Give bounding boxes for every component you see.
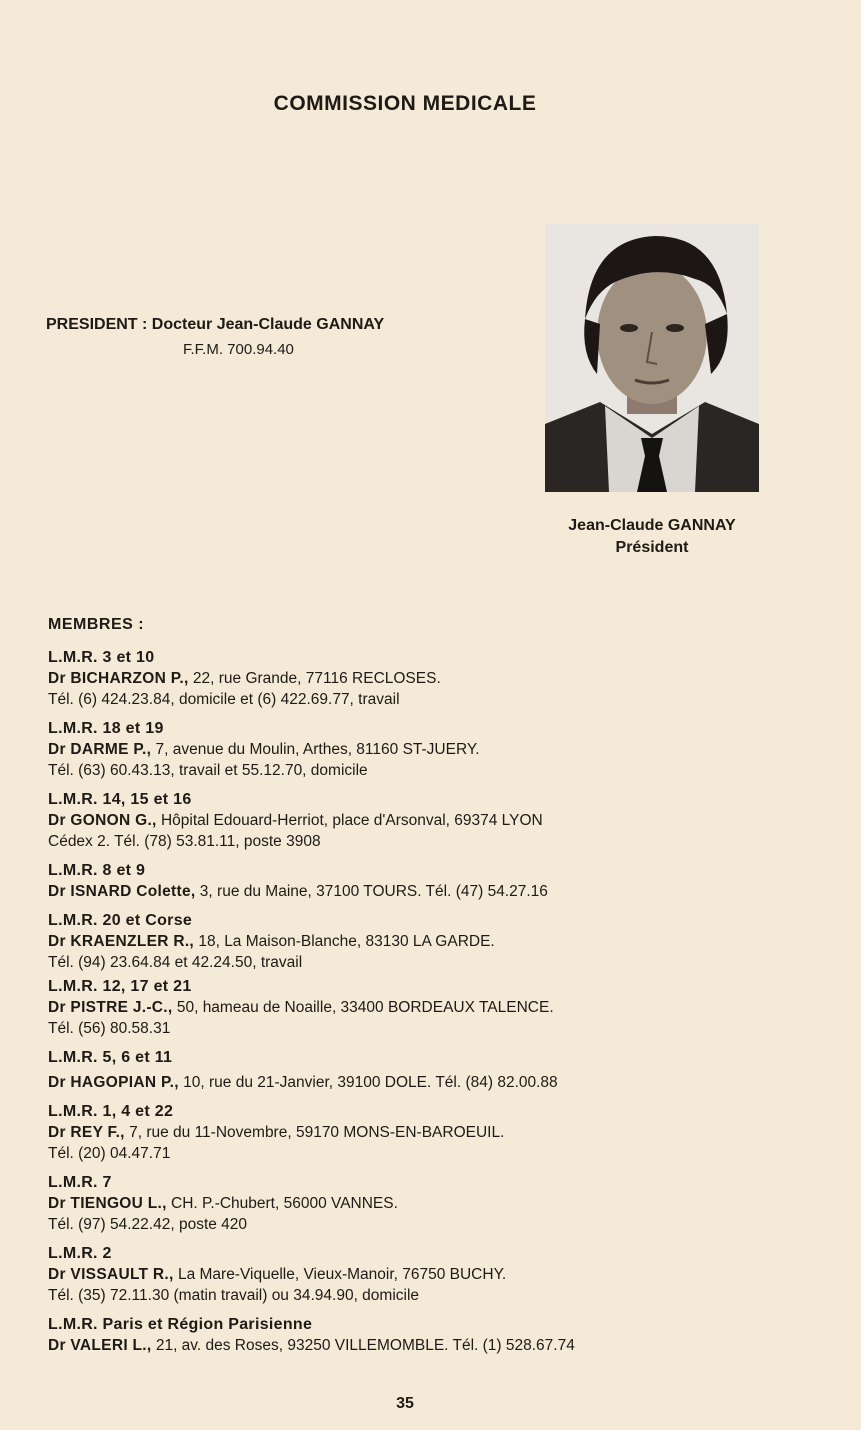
caption-role: Président [615, 539, 689, 556]
member-entry [48, 1048, 828, 1093]
member-address: CH. P.-Chubert, 56000 VANNES. [166, 1195, 398, 1212]
member-contact: Tél. (63) 60.43.13, travail et 55.12.70, domicile [48, 762, 368, 779]
member-address: 21, av. des Roses, 93250 VILLEMOMBLE. Tél. (1) 528.67.74 [151, 1337, 575, 1354]
member-region: L.M.R. Paris et Région Parisienne [48, 1316, 313, 1333]
portrait-icon [545, 224, 759, 492]
member-region: L.M.R. 1, 4 et 22 [48, 1103, 174, 1120]
member-entry [48, 648, 828, 710]
member-address: 7, avenue du Moulin, Arthes, 81160 ST-JUERY. [151, 741, 480, 758]
member-region: L.M.R. 5, 6 et 11 [48, 1049, 173, 1066]
member-address: 7, rue du 11-Novembre, 59170 MONS-EN-BAROEUIL. [124, 1124, 505, 1141]
member-region: L.M.R. 7 [48, 1174, 112, 1191]
member-name: Dr PISTRE J.-C., [48, 999, 173, 1016]
member-entry [48, 1315, 828, 1356]
member-region: L.M.R. 18 et 19 [48, 720, 164, 737]
page-title: COMMISSION MEDICALE [273, 92, 537, 115]
member-address: 10, rue du 21-Janvier, 39100 DOLE. Tél. (84) 82.00.88 [178, 1074, 558, 1091]
member-address: La Mare-Viquelle, Vieux-Manoir, 76750 BUCHY. [173, 1266, 507, 1283]
member-entry [48, 1244, 828, 1306]
member-contact: Tél. (35) 72.11.30 (matin travail) ou 34.94.90, domicile [48, 1287, 420, 1304]
member-name: Dr ISNARD Colette, [48, 883, 196, 900]
member-name: Dr GONON G., [48, 812, 157, 829]
member-address: 22, rue Grande, 77116 RECLOSES. [188, 670, 441, 687]
member-name: Dr DARME P., [48, 741, 152, 758]
member-region: L.M.R. 20 et Corse [48, 912, 193, 929]
member-address: 50, hameau de Noaille, 33400 BORDEAUX TALENCE. [172, 999, 554, 1016]
member-entry [48, 719, 828, 781]
member-entry [48, 911, 828, 973]
member-entry [48, 1102, 828, 1164]
member-region: L.M.R. 8 et 9 [48, 862, 146, 879]
member-name: Dr HAGOPIAN P., [48, 1074, 179, 1091]
member-contact: Tél. (20) 04.47.71 [48, 1145, 171, 1162]
member-address: 18, La Maison-Blanche, 83130 LA GARDE. [194, 933, 495, 950]
president-ffm-number: F.F.M. 700.94.40 [183, 341, 294, 358]
member-entry [48, 790, 828, 852]
member-entry [48, 977, 828, 1039]
member-name: Dr KRAENZLER R., [48, 933, 195, 950]
member-name: Dr TIENGOU L., [48, 1195, 167, 1212]
member-address: 3, rue du Maine, 37100 TOURS. Tél. (47) 54.27.16 [195, 883, 548, 900]
member-name: Dr BICHARZON P., [48, 670, 189, 687]
member-contact: Tél. (94) 23.64.84 et 42.24.50, travail [48, 954, 303, 971]
member-region: L.M.R. 2 [48, 1245, 112, 1262]
member-entry [48, 861, 828, 902]
caption-name: Jean-Claude GANNAY [568, 517, 736, 534]
president-photo [545, 224, 759, 492]
member-name: Dr VISSAULT R., [48, 1266, 174, 1283]
member-entry [48, 1173, 828, 1235]
member-contact: Tél. (56) 80.58.31 [48, 1020, 171, 1037]
members-heading: MEMBRES : [48, 616, 145, 633]
member-region: L.M.R. 14, 15 et 16 [48, 791, 192, 808]
member-address: Hôpital Edouard-Herriot, place d'Arsonval, 69374 LYON [156, 812, 543, 829]
member-name: Dr VALERI L., [48, 1337, 152, 1354]
members-list [48, 648, 828, 1356]
member-contact: Cédex 2. Tél. (78) 53.81.11, poste 3908 [48, 833, 321, 850]
photo-caption [540, 515, 764, 559]
president-line: PRESIDENT : Docteur Jean-Claude GANNAY [46, 316, 385, 333]
page-number: 35 [396, 1395, 414, 1412]
member-name: Dr REY F., [48, 1124, 125, 1141]
member-contact: Tél. (97) 54.22.42, poste 420 [48, 1216, 248, 1233]
member-region: L.M.R. 3 et 10 [48, 649, 155, 666]
member-region: L.M.R. 12, 17 et 21 [48, 978, 192, 995]
member-contact: Tél. (6) 424.23.84, domicile et (6) 422.69.77, travail [48, 691, 400, 708]
